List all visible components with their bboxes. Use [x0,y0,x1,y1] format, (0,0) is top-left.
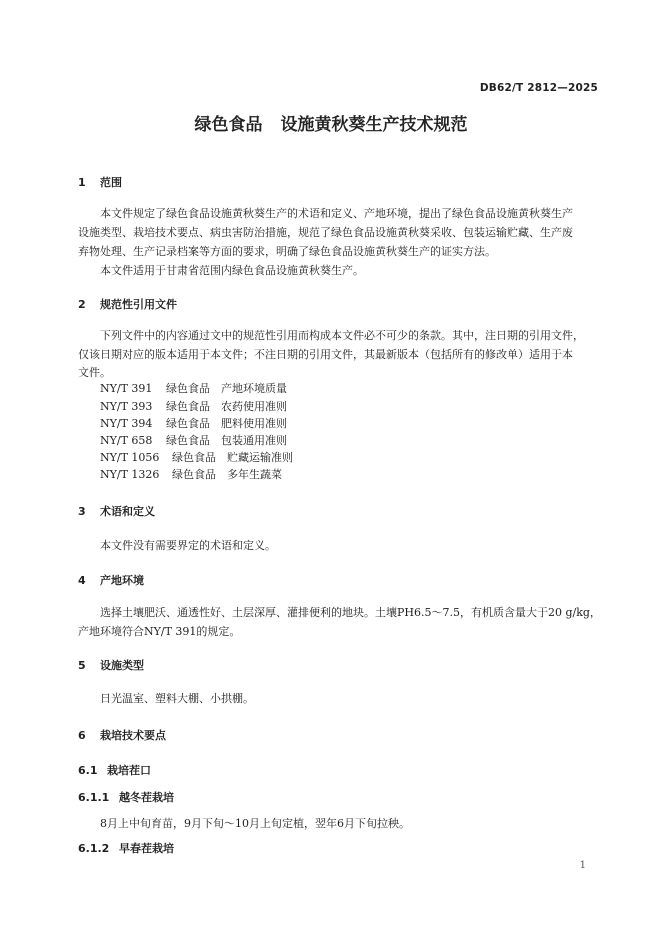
subsection-heading-6-1: 6.1 栽培茬口 [78,764,151,777]
reference-item: NY/T 1326 绿色食品 多年生蔬菜 [100,468,282,481]
section-heading-5: 5 设施类型 [78,659,144,672]
section-1-paragraph-2: 本文件适用于甘肃省范围内绿色食品设施黄秋葵生产。 [100,264,364,277]
section-2-paragraph-line-3: 文件。 [78,366,111,379]
section-heading-1: 1 范围 [78,176,122,189]
reference-item: NY/T 394 绿色食品 肥料使用准则 [100,417,287,430]
section-1-paragraph-line-2: 设施类型、栽培技术要点、病虫害防治措施，规范了绿色食品设施黄秋葵采收、包装运输贮藏、生产废 [78,226,573,239]
section-2-paragraph-line-1: 下列文件中的内容通过文中的规范性引用而构成本文件必不可少的条款。其中，注日期的引用文件， [100,329,584,342]
section-heading-6: 6 栽培技术要点 [78,729,166,742]
section-1-paragraph-line-1: 本文件规定了绿色食品设施黄秋葵生产的术语和定义、产地环境，提出了绿色食品设施黄秋葵生产 [100,207,573,220]
page-number: 1 [579,860,586,871]
reference-item: NY/T 1056 绿色食品 贮藏运输准则 [100,451,293,464]
section-2-paragraph-line-2: 仅该日期对应的版本适用于本文件；不注日期的引用文件，其最新版本（包括所有的修改单）适用于本 [78,348,573,361]
reference-item: NY/T 658 绿色食品 包装通用准则 [100,434,287,447]
section-4-paragraph-line-2: 产地环境符合NY/T 391的规定。 [78,625,241,638]
section-heading-4: 4 产地环境 [78,574,144,587]
section-heading-3: 3 术语和定义 [78,505,155,518]
section-4-paragraph-line-1: 选择土壤肥沃、通透性好、土层深厚、灌排便利的地块。土壤PH6.5～7.5，有机质含量大于20 g/kg， [100,606,601,619]
section-heading-2: 2 规范性引用文件 [78,298,177,311]
document-number: DB62/T 2812—2025 [479,82,598,94]
title-part-1: 绿色食品 [194,115,263,135]
section-1-paragraph-line-3: 弃物处理、生产记录档案等方面的要求，明确了绿色食品设施黄秋葵生产的证实方法。 [78,245,496,258]
subsection-heading-6-1-2: 6.1.2 早春茬栽培 [78,842,174,855]
reference-item: NY/T 393 绿色食品 农药使用准则 [100,400,287,413]
subsection-heading-6-1-1: 6.1.1 越冬茬栽培 [78,791,174,804]
title-part-2: 设施黄秋葵生产技术规范 [280,115,468,135]
subsection-6-1-1-paragraph: 8月上中旬育苗，9月下旬～10月上旬定植，翌年6月下旬拉秧。 [100,817,410,830]
section-3-paragraph: 本文件没有需要界定的术语和定义。 [100,539,276,552]
section-5-paragraph: 日光温室、塑料大棚、小拱棚。 [100,692,254,705]
document-title [0,110,662,135]
reference-item: NY/T 391 绿色食品 产地环境质量 [100,382,287,395]
